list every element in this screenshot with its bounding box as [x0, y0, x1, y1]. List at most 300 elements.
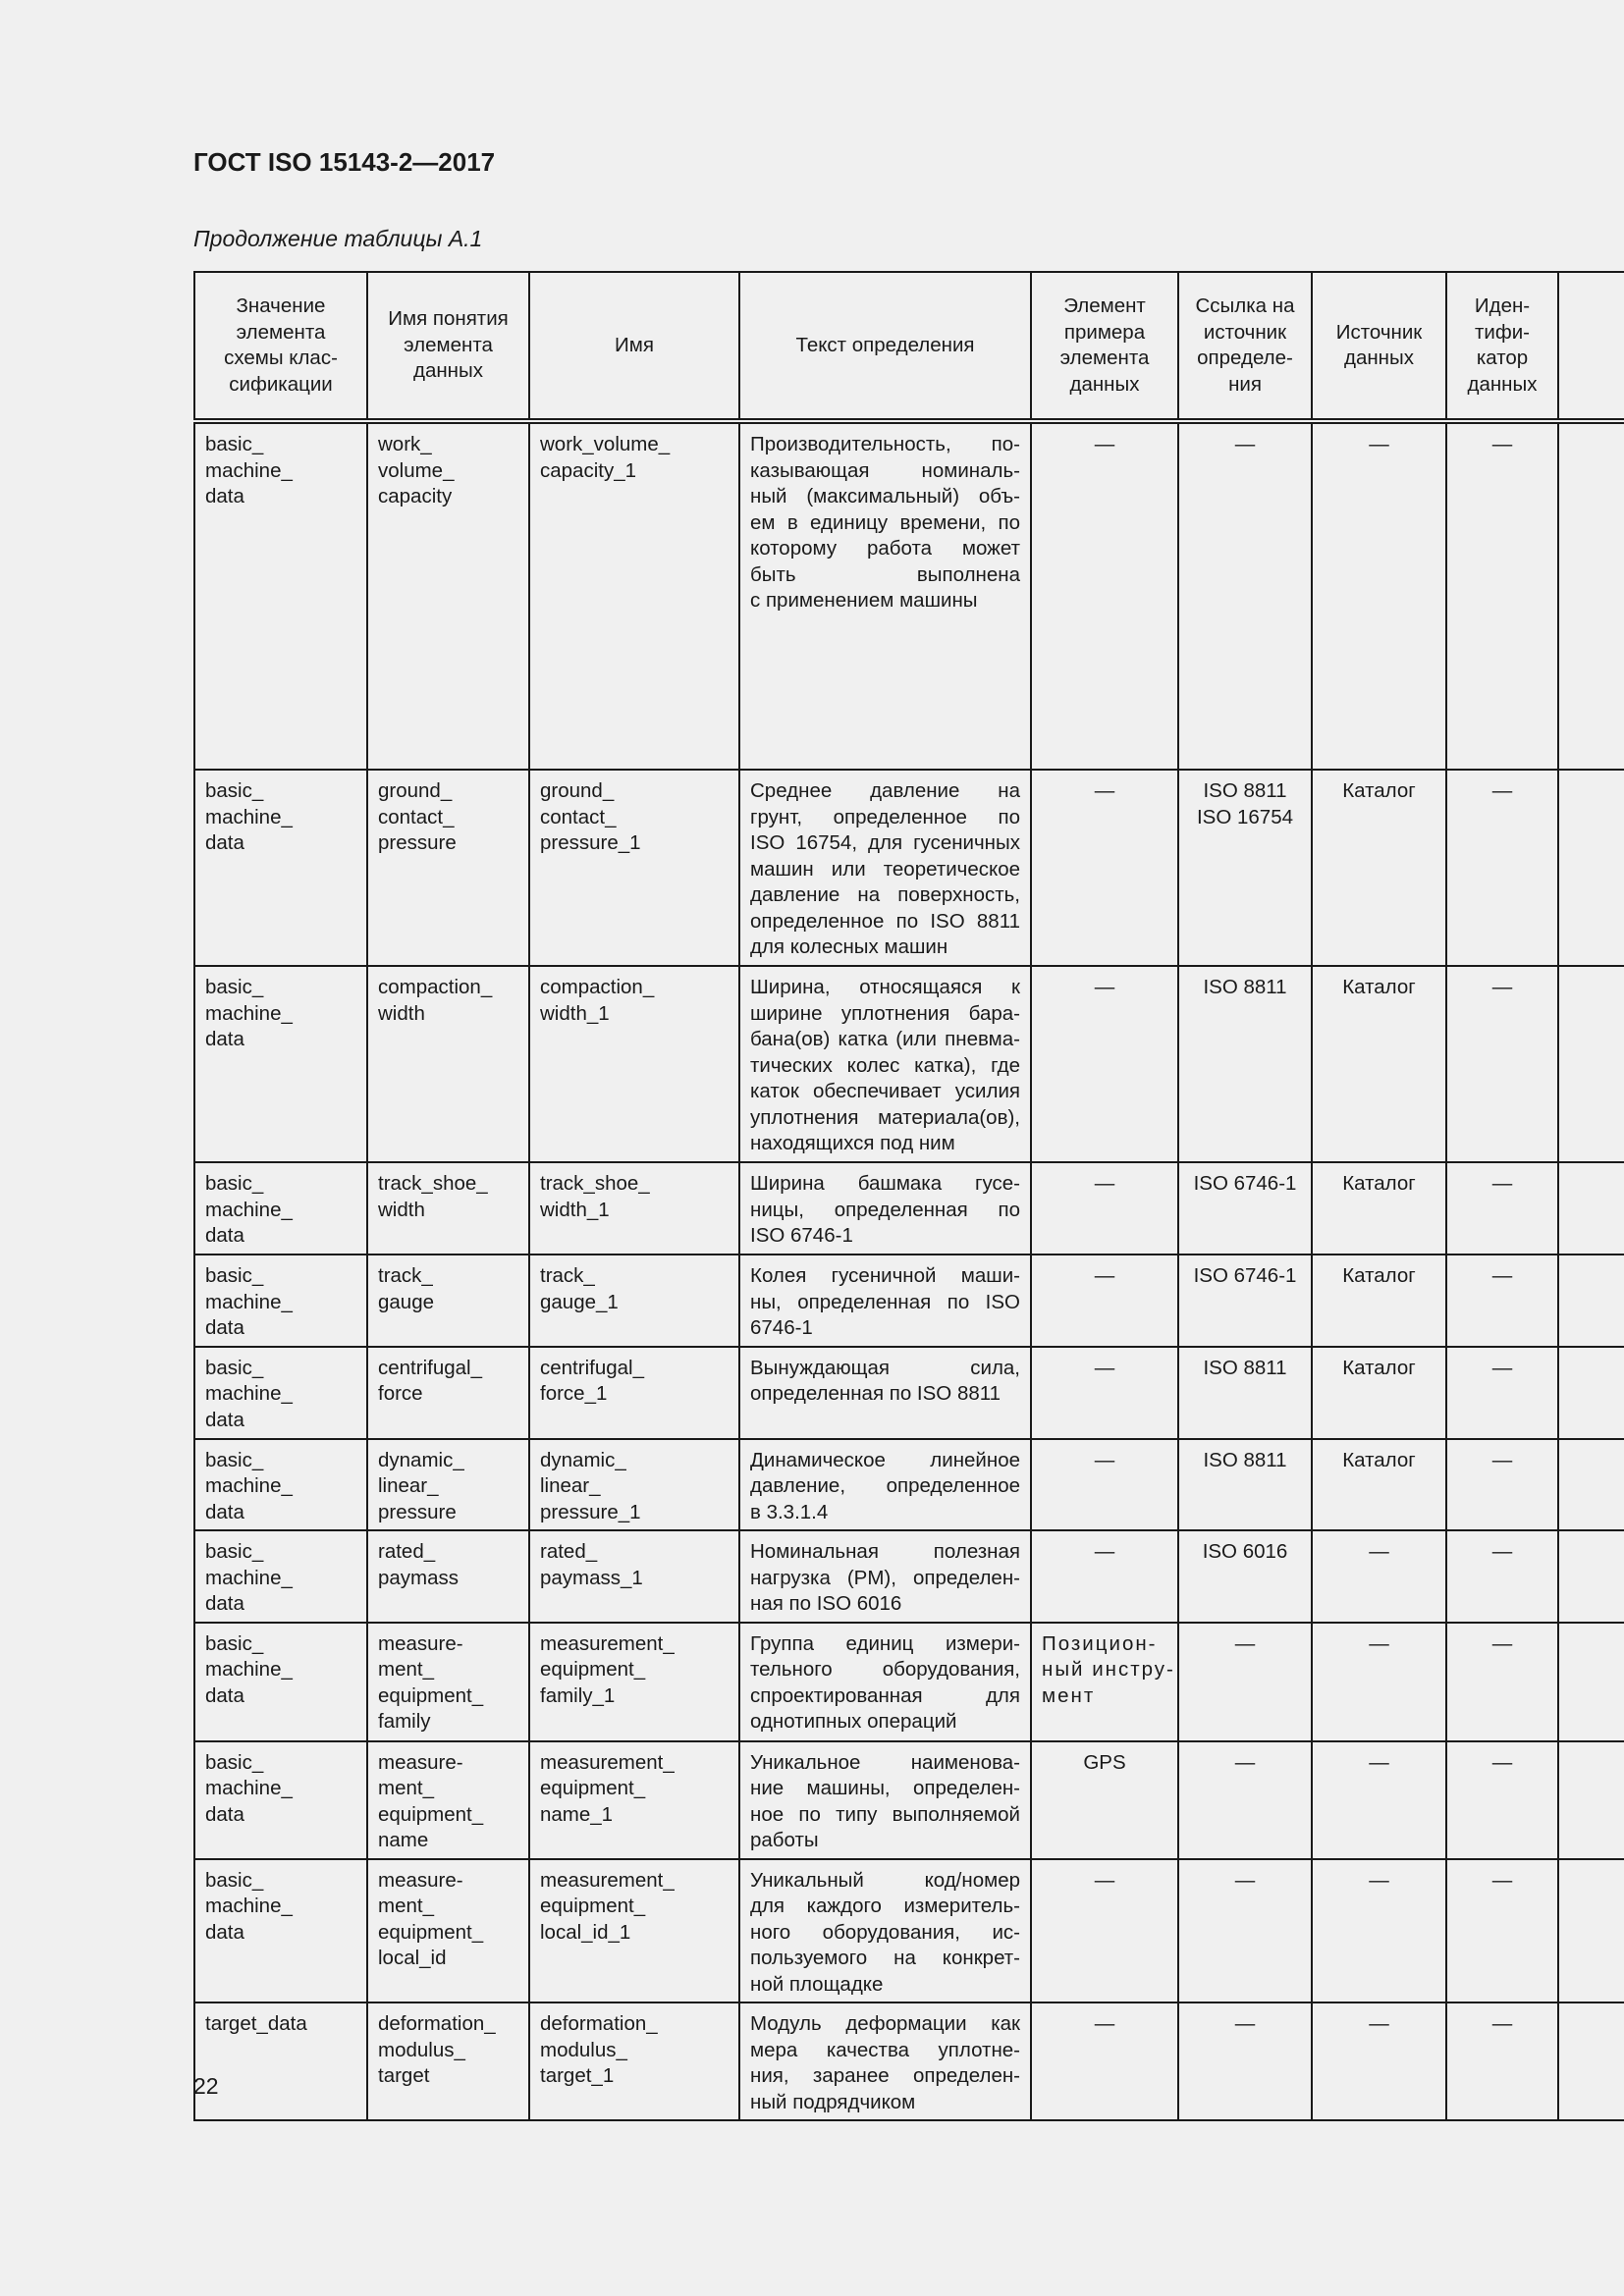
cell-text-line: 6746-1: [750, 1316, 813, 1339]
cell-text-line: ем в единицу времени, по: [750, 510, 1020, 534]
cell-text-line: machine_: [205, 1198, 293, 1221]
cell-text-line: Имя: [615, 333, 654, 356]
cell-text-line: —: [1369, 1540, 1389, 1563]
cell-text-line: Модуль деформации как: [750, 2012, 1020, 2035]
cell-name: [529, 770, 739, 966]
cell-text-line: схемы клас-: [224, 347, 338, 369]
table-header-row: [194, 272, 1624, 421]
cell-concept: [367, 1439, 529, 1531]
cell-text-line: basic_: [205, 1356, 264, 1379]
page-number: 22: [193, 2073, 219, 2099]
cell-text-line: определе-: [1197, 347, 1293, 369]
cell-definition: [739, 1347, 1031, 1439]
cell-source: [1312, 1439, 1446, 1531]
cell-concept: [367, 1623, 529, 1741]
cell-text-line: pressure: [378, 1500, 457, 1523]
table-row: [194, 1859, 1624, 2003]
cell-text-line: basic_: [205, 779, 264, 802]
cell-text-line: Ширина, относящаяся к: [750, 976, 1020, 998]
header-name: [529, 272, 739, 421]
cell-text-line: basic_: [205, 1540, 264, 1563]
cell-text-line: basic_: [205, 1448, 264, 1471]
cell-text-line: data: [205, 1500, 244, 1523]
cell-reference: [1178, 770, 1312, 966]
cell-identifier: [1446, 1741, 1558, 1859]
cell-text-line: Значение: [236, 294, 326, 317]
cell-identifier: [1446, 770, 1558, 966]
cell-text-line: грунт, определенное по: [750, 805, 1020, 828]
cell-text-line: Текст определения: [795, 333, 975, 356]
header-identifier: [1446, 272, 1558, 421]
cell-value: [194, 770, 367, 966]
cell-text-line: —: [1369, 1750, 1389, 1774]
cell-text-line: basic_: [205, 976, 264, 998]
cell-concept: [367, 1530, 529, 1623]
cell-text-line: —: [1094, 779, 1115, 802]
cell-extra: [1558, 421, 1624, 770]
cell-text-line: machine_: [205, 1895, 293, 1917]
cell-name: [529, 2002, 739, 2120]
cell-identifier: [1446, 1347, 1558, 1439]
cell-text-line: machine_: [205, 1658, 293, 1681]
cell-example: [1031, 1741, 1178, 1859]
cell-text-line: ground_: [540, 779, 615, 802]
cell-definition: [739, 1530, 1031, 1623]
cell-text-line: элемента: [1059, 347, 1150, 369]
cell-value: [194, 1859, 367, 2003]
cell-source: [1312, 1859, 1446, 2003]
table-row: [194, 966, 1624, 1162]
cell-text-line: equipment_: [378, 1920, 484, 1944]
cell-identifier: [1446, 966, 1558, 1162]
cell-text-line: ISO 16754: [1196, 805, 1293, 828]
cell-text-line: machine_: [205, 1382, 293, 1405]
cell-text-line: data: [205, 1920, 244, 1944]
cell-text-line: pressure_1: [540, 831, 641, 854]
cell-text-line: элемента: [404, 333, 493, 356]
cell-text-line: ная по ISO 6016: [750, 1592, 902, 1615]
cell-name: [529, 1530, 739, 1623]
cell-text-line: basic_: [205, 433, 264, 455]
cell-text-line: находящихся под ним: [750, 1132, 955, 1154]
cell-reference: [1178, 1255, 1312, 1347]
cell-text-line: Группа единиц измери-: [750, 1631, 1020, 1655]
cell-text-line: определенное по ISO 8811: [750, 909, 1020, 933]
cell-value: [194, 1162, 367, 1255]
cell-extra: [1558, 2002, 1624, 2120]
cell-text-line: target: [378, 2064, 430, 2087]
cell-identifier: [1446, 421, 1558, 770]
cell-extra: [1558, 1741, 1624, 1859]
cell-text-line: track_: [540, 1264, 595, 1287]
cell-text-line: data: [205, 1683, 244, 1707]
header-concept-name: [367, 272, 529, 421]
cell-concept: [367, 1347, 529, 1439]
cell-source: [1312, 966, 1446, 1162]
cell-text-line: modulus_: [378, 2038, 465, 2061]
cell-text-line: Каталог: [1342, 1264, 1416, 1287]
cell-concept: [367, 1162, 529, 1255]
cell-text-line: ment_: [378, 1777, 434, 1799]
cell-text-line: —: [1491, 433, 1513, 455]
cell-text-line: rated_: [540, 1540, 598, 1563]
cell-name: [529, 421, 739, 770]
cell-text-line: family_1: [540, 1683, 616, 1707]
cell-text-line: спроектированная для: [750, 1683, 1020, 1707]
cell-source: [1312, 421, 1446, 770]
cell-text-line: Иден-: [1474, 294, 1531, 317]
cell-text-line: данных: [1069, 372, 1140, 396]
cell-text-line: ный (максимальный) объ-: [750, 485, 1020, 507]
cell-text-line: data: [205, 1316, 244, 1339]
cell-text-line: local_id: [378, 1947, 447, 1969]
cell-text-line: data: [205, 831, 244, 854]
cell-text-line: Источник: [1335, 320, 1423, 344]
cell-extra: [1558, 1439, 1624, 1531]
cell-text-line: мера качества уплотне-: [750, 2038, 1020, 2061]
table-row: [194, 1162, 1624, 1255]
cell-text-line: —: [1094, 1264, 1115, 1287]
cell-reference: [1178, 1741, 1312, 1859]
cell-text-line: —: [1491, 1631, 1513, 1655]
cell-text-line: equipment_: [540, 1777, 646, 1799]
cell-text-line: которому работа может: [750, 537, 1020, 560]
cell-text-line: ISO 6746-1: [750, 1224, 853, 1247]
cell-text-line: данных: [1344, 347, 1414, 369]
cell-text-line: measurement_: [540, 1750, 675, 1774]
cell-text-line: ние машины, определен-: [750, 1777, 1020, 1799]
cell-text-line: dynamic_: [540, 1448, 626, 1471]
cell-extra: [1558, 1623, 1624, 1741]
cell-text-line: basic_: [205, 1750, 264, 1774]
cell-text-line: ISO 8811: [1203, 779, 1287, 802]
cell-text-line: Каталог: [1342, 1356, 1416, 1379]
cell-text-line: measurement_: [540, 1631, 675, 1655]
cell-text-line: work_volume_: [540, 433, 671, 455]
cell-identifier: [1446, 1162, 1558, 1255]
cell-reference: [1178, 966, 1312, 1162]
cell-text-line: работы: [750, 1829, 819, 1851]
cell-text-line: compaction_: [378, 976, 493, 998]
cell-text-line: volume_: [378, 458, 455, 482]
table-row: [194, 1530, 1624, 1623]
cell-text-line: Колея гусеничной маши-: [750, 1264, 1020, 1287]
cell-text-line: Вынуждающая сила,: [750, 1356, 1020, 1379]
cell-text-line: measurement_: [540, 1868, 675, 1892]
cell-text-line: —: [1369, 1868, 1389, 1892]
cell-text-line: force: [378, 1382, 423, 1405]
cell-text-line: equipment_: [378, 1802, 484, 1826]
cell-text-line: —: [1491, 1448, 1513, 1471]
cell-extra: [1558, 1859, 1624, 2003]
cell-identifier: [1446, 1530, 1558, 1623]
header-classification-value: [194, 272, 367, 421]
cell-text-line: —: [1491, 2012, 1513, 2035]
cell-text-line: —: [1491, 1172, 1513, 1195]
cell-text-line: name_1: [540, 1802, 614, 1826]
cell-text-line: пользуемого на конкрет-: [750, 1947, 1020, 1969]
cell-extra: [1558, 1347, 1624, 1439]
cell-text-line: данных: [1467, 372, 1538, 396]
cell-text-line: capacity_1: [540, 458, 637, 482]
cell-text-line: width: [378, 1001, 425, 1025]
cell-text-line: machine_: [205, 1777, 293, 1799]
cell-concept: [367, 2002, 529, 2120]
cell-text-line: элемента: [236, 320, 326, 344]
cell-text-line: примера: [1063, 320, 1146, 344]
cell-reference: [1178, 1347, 1312, 1439]
cell-name: [529, 966, 739, 1162]
cell-text-line: ный инстру-: [1042, 1658, 1175, 1681]
cell-text-line: measure-: [378, 1868, 463, 1892]
cell-value: [194, 1347, 367, 1439]
cell-text-line: давление, определенное: [750, 1474, 1020, 1497]
header-extra: [1558, 272, 1624, 421]
cell-text-line: local_id_1: [540, 1920, 631, 1944]
cell-definition: [739, 421, 1031, 770]
cell-text-line: ны, определенная по ISO: [750, 1290, 1020, 1313]
cell-text-line: —: [1369, 433, 1389, 455]
cell-text-line: machine_: [205, 1474, 293, 1497]
cell-example: [1031, 1255, 1178, 1347]
cell-text-line: Каталог: [1342, 1448, 1416, 1471]
cell-text-line: family: [378, 1710, 431, 1733]
cell-text-line: ния, заранее определен-: [750, 2064, 1020, 2087]
cell-text-line: target_data: [205, 2012, 307, 2035]
cell-text-line: centrifugal_: [378, 1356, 482, 1379]
cell-text-line: equipment_: [378, 1683, 484, 1707]
cell-text-line: width_1: [540, 1001, 610, 1025]
cell-text-line: linear_: [378, 1474, 439, 1497]
cell-extra: [1558, 770, 1624, 966]
cell-reference: [1178, 2002, 1312, 2120]
cell-text-line: —: [1234, 1868, 1256, 1892]
cell-text-line: —: [1094, 1540, 1115, 1563]
cell-text-line: data: [205, 1224, 244, 1247]
header-reference: [1178, 272, 1312, 421]
cell-value: [194, 1741, 367, 1859]
cell-text-line: сификации: [229, 372, 333, 396]
cell-value: [194, 421, 367, 770]
cell-text-line: paymass: [378, 1566, 460, 1589]
header-definition: [739, 272, 1031, 421]
cell-name: [529, 1741, 739, 1859]
cell-source: [1312, 1741, 1446, 1859]
cell-text-line: data: [205, 1408, 244, 1431]
cell-text-line: —: [1094, 433, 1115, 455]
table-row: [194, 1439, 1624, 1531]
cell-name: [529, 1162, 739, 1255]
cell-text-line: ISO 6746-1: [1193, 1264, 1297, 1287]
cell-text-line: Позицион-: [1042, 1631, 1158, 1655]
cell-text-line: ISO 6016: [1202, 1540, 1288, 1563]
cell-text-line: ISO 8811: [1203, 1448, 1287, 1471]
cell-text-line: Имя понятия: [388, 307, 509, 331]
cell-text-line: machine_: [205, 1290, 293, 1313]
cell-text-line: dynamic_: [378, 1448, 464, 1471]
cell-definition: [739, 1741, 1031, 1859]
cell-value: [194, 966, 367, 1162]
cell-text-line: force_1: [540, 1382, 608, 1405]
cell-example: [1031, 770, 1178, 966]
cell-text-line: давление на поверхность,: [750, 883, 1020, 906]
cell-text-line: в 3.3.1.4: [750, 1500, 829, 1523]
cell-concept: [367, 1859, 529, 2003]
cell-text-line: —: [1491, 976, 1513, 998]
cell-text-line: gauge_1: [540, 1290, 619, 1313]
cell-text-line: data: [205, 1028, 244, 1050]
cell-text-line: ное по типу выполняемой: [750, 1802, 1020, 1826]
cell-text-line: deformation_: [540, 2012, 658, 2035]
cell-source: [1312, 770, 1446, 966]
cell-text-line: —: [1094, 1448, 1115, 1471]
cell-definition: [739, 1162, 1031, 1255]
cell-text-line: ширине уплотнения бара-: [750, 1001, 1020, 1025]
cell-text-line: rated_: [378, 1540, 436, 1563]
cell-text-line: —: [1491, 1264, 1513, 1287]
cell-extra: [1558, 1255, 1624, 1347]
cell-text-line: machine_: [205, 1001, 293, 1025]
cell-text-line: pressure: [378, 831, 457, 854]
cell-text-line: Ссылка на: [1195, 294, 1295, 317]
cell-example: [1031, 1162, 1178, 1255]
cell-text-line: для колесных машин: [750, 935, 948, 958]
cell-text-line: —: [1369, 2012, 1389, 2035]
cell-text-line: уплотнения материала(ов),: [750, 1105, 1020, 1129]
cell-text-line: centrifugal_: [540, 1356, 644, 1379]
cell-reference: [1178, 1439, 1312, 1531]
cell-example: [1031, 2002, 1178, 2120]
cell-text-line: ISO 16754, для гусеничных: [750, 831, 1020, 854]
cell-text-line: определенная по ISO 8811: [750, 1382, 1001, 1405]
cell-identifier: [1446, 1859, 1558, 2003]
cell-text-line: Динамическое линейное: [750, 1448, 1020, 1471]
cell-value: [194, 1255, 367, 1347]
cell-text-line: name: [378, 1829, 429, 1851]
cell-definition: [739, 770, 1031, 966]
cell-text-line: Уникальное наименова-: [750, 1750, 1020, 1774]
cell-text-line: ground_: [378, 779, 453, 802]
cell-text-line: equipment_: [540, 1895, 646, 1917]
table-row: [194, 1255, 1624, 1347]
cell-text-line: width: [378, 1198, 425, 1221]
cell-extra: [1558, 1530, 1624, 1623]
cell-text-line: катор: [1476, 347, 1529, 369]
cell-text-line: —: [1094, 976, 1115, 998]
cell-text-line: data: [205, 1592, 244, 1615]
cell-text-line: данных: [413, 359, 483, 383]
cell-text-line: ISO 8811: [1203, 976, 1287, 998]
cell-text-line: —: [1491, 1540, 1513, 1563]
cell-example: [1031, 1530, 1178, 1623]
cell-source: [1312, 1623, 1446, 1741]
cell-reference: [1178, 1162, 1312, 1255]
cell-text-line: казывающая номиналь-: [750, 458, 1020, 482]
cell-reference: [1178, 421, 1312, 770]
cell-value: [194, 1623, 367, 1741]
cell-text-line: ment_: [378, 1895, 434, 1917]
cell-text-line: тельного оборудования,: [750, 1658, 1020, 1681]
table-row: [194, 421, 1624, 770]
cell-text-line: basic_: [205, 1631, 264, 1655]
cell-name: [529, 1347, 739, 1439]
cell-text-line: ISO 6746-1: [1193, 1172, 1297, 1195]
table-row: [194, 770, 1624, 966]
cell-identifier: [1446, 2002, 1558, 2120]
cell-text-line: тических колес катка), где: [750, 1053, 1020, 1077]
cell-text-line: contact_: [540, 805, 617, 828]
cell-name: [529, 1439, 739, 1531]
cell-text-line: быть выполнена: [750, 562, 1020, 586]
cell-text-line: data: [205, 485, 244, 507]
cell-text-line: —: [1234, 1750, 1256, 1774]
cell-concept: [367, 1255, 529, 1347]
cell-text-line: target_1: [540, 2064, 615, 2087]
table-row: [194, 2002, 1624, 2120]
cell-text-line: pressure_1: [540, 1500, 641, 1523]
cell-source: [1312, 1255, 1446, 1347]
cell-text-line: ной площадке: [750, 1972, 884, 1996]
cell-text-line: linear_: [540, 1474, 601, 1497]
cell-text-line: Уникальный код/номер: [750, 1868, 1020, 1892]
cell-text-line: track_shoe_: [378, 1172, 488, 1195]
cell-text-line: paymass_1: [540, 1566, 643, 1589]
cell-text-line: —: [1491, 1356, 1513, 1379]
cell-definition: [739, 966, 1031, 1162]
cell-definition: [739, 1439, 1031, 1531]
cell-text-line: compaction_: [540, 976, 655, 998]
cell-text-line: equipment_: [540, 1658, 646, 1681]
cell-source: [1312, 1162, 1446, 1255]
cell-text-line: data: [205, 1802, 244, 1826]
cell-definition: [739, 1623, 1031, 1741]
cell-value: [194, 1530, 367, 1623]
cell-text-line: measure-: [378, 1631, 463, 1655]
cell-reference: [1178, 1623, 1312, 1741]
cell-concept: [367, 1741, 529, 1859]
cell-concept: [367, 770, 529, 966]
table-row: [194, 1347, 1624, 1439]
cell-value: [194, 2002, 367, 2120]
cell-reference: [1178, 1530, 1312, 1623]
cell-text-line: track_: [378, 1264, 433, 1287]
cell-text-line: basic_: [205, 1172, 264, 1195]
cell-text-line: —: [1094, 1356, 1115, 1379]
cell-source: [1312, 1530, 1446, 1623]
cell-text-line: —: [1094, 1172, 1115, 1195]
cell-reference: [1178, 1859, 1312, 2003]
cell-text-line: Элемент: [1063, 294, 1146, 317]
cell-example: [1031, 421, 1178, 770]
header-example: [1031, 272, 1178, 421]
cell-text-line: track_shoe_: [540, 1172, 650, 1195]
cell-text-line: однотипных операций: [750, 1710, 957, 1733]
cell-source: [1312, 1347, 1446, 1439]
cell-definition: [739, 2002, 1031, 2120]
cell-text-line: —: [1491, 779, 1513, 802]
cell-example: [1031, 1859, 1178, 2003]
cell-example: [1031, 966, 1178, 1162]
cell-text-line: —: [1234, 2012, 1256, 2035]
cell-example: [1031, 1623, 1178, 1741]
cell-text-line: —: [1094, 2012, 1115, 2035]
cell-text-line: measure-: [378, 1750, 463, 1774]
cell-definition: [739, 1859, 1031, 2003]
cell-text-line: Каталог: [1342, 976, 1416, 998]
cell-definition: [739, 1255, 1031, 1347]
cell-extra: [1558, 1162, 1624, 1255]
cell-name: [529, 1255, 739, 1347]
